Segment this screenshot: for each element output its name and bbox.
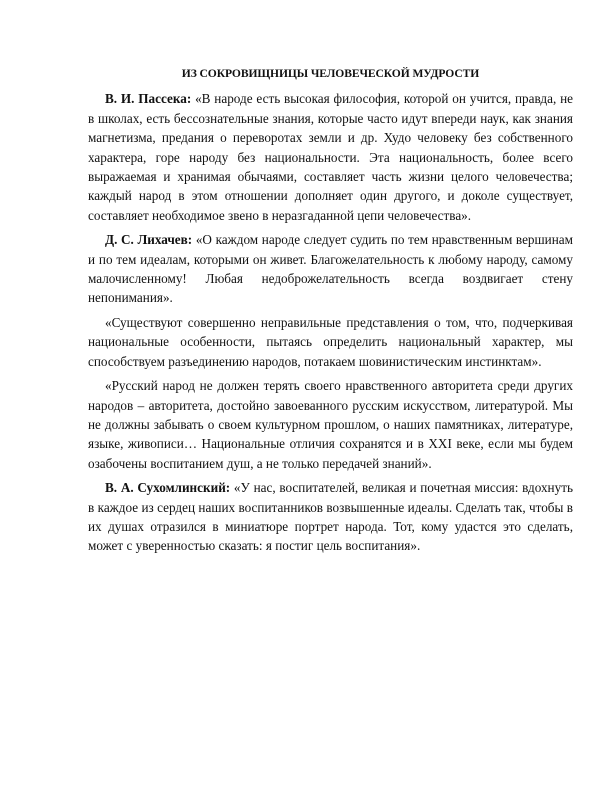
quote-text: «В народе есть высокая философия, которой он учится, правда, не в школах, есть бессознательные знания, которые часто идут впереди наук, как знания магнетизма, предания о переворотах земли и др. Худо человеку без собственного характера, горе народу без национальности. Эта национальность, более всего выражаемая и хранимая обычаями, составляет часть жизни целого человечества; каждый народ в этом отношении дополняет один другого, и доколе существует, составляет необходимое звено в неразгаданной цепи человечества».: [88, 91, 573, 223]
quote-author: Д. С. Лихачев:: [105, 232, 193, 248]
quote-sukhomlinsky: [88, 478, 573, 556]
quote-author: В. И. Пассека:: [105, 91, 192, 107]
quote-text: «Существуют совершенно неправильные представления о том, что, подчеркивая национальные особенности, пытаясь определить национальный характер, мы способствуем разъединению народов, потакаем шовинистическим инстинктам».: [88, 314, 573, 369]
quote-passeka: [88, 89, 573, 225]
quote-text: «У нас, воспитателей, великая и почетная миссия: вдохнуть в каждое из сердец наших воспитанников возвышенные идеалы. Сделать так, чтобы в их душах отразился в миниатюре портрет народа. Тот, кому удастся это сделать, может с уверенностью сказать: я постиг цель воспитания».: [88, 480, 573, 554]
document-page: [88, 64, 573, 561]
quote-author: В. А. Сухомлинский:: [105, 480, 231, 496]
quote-text: «Русский народ не должен терять своего нравственного авторитета среди других народов – авторитета, достойно завоеванного русским искусством, литературой. Мы не должны забывать о своем культурном прошлом, о наших памятниках, литературе, языке, живописи… Национальные отличия сохранятся и в XXI веке, если мы будем озабочены воспитанием душ, а не только передачей знаний».: [88, 378, 573, 471]
quote-likhachev: [88, 230, 573, 308]
quote-text: «О каждом народе следует судить по тем нравственным вершинам и по тем идеалам, которыми он живет. Благожелательность к любому народу, самому малочисленному! Любая недоброжелательность всегда воздвигает стену непонимания».: [88, 232, 573, 306]
quote-likhachev-continued-2: [88, 376, 573, 473]
quote-likhachev-continued-1: [88, 313, 573, 371]
document-title: ИЗ СОКРОВИЩНИЦЫ ЧЕЛОВЕЧЕСКОЙ МУДРОСТИ: [181, 67, 480, 80]
